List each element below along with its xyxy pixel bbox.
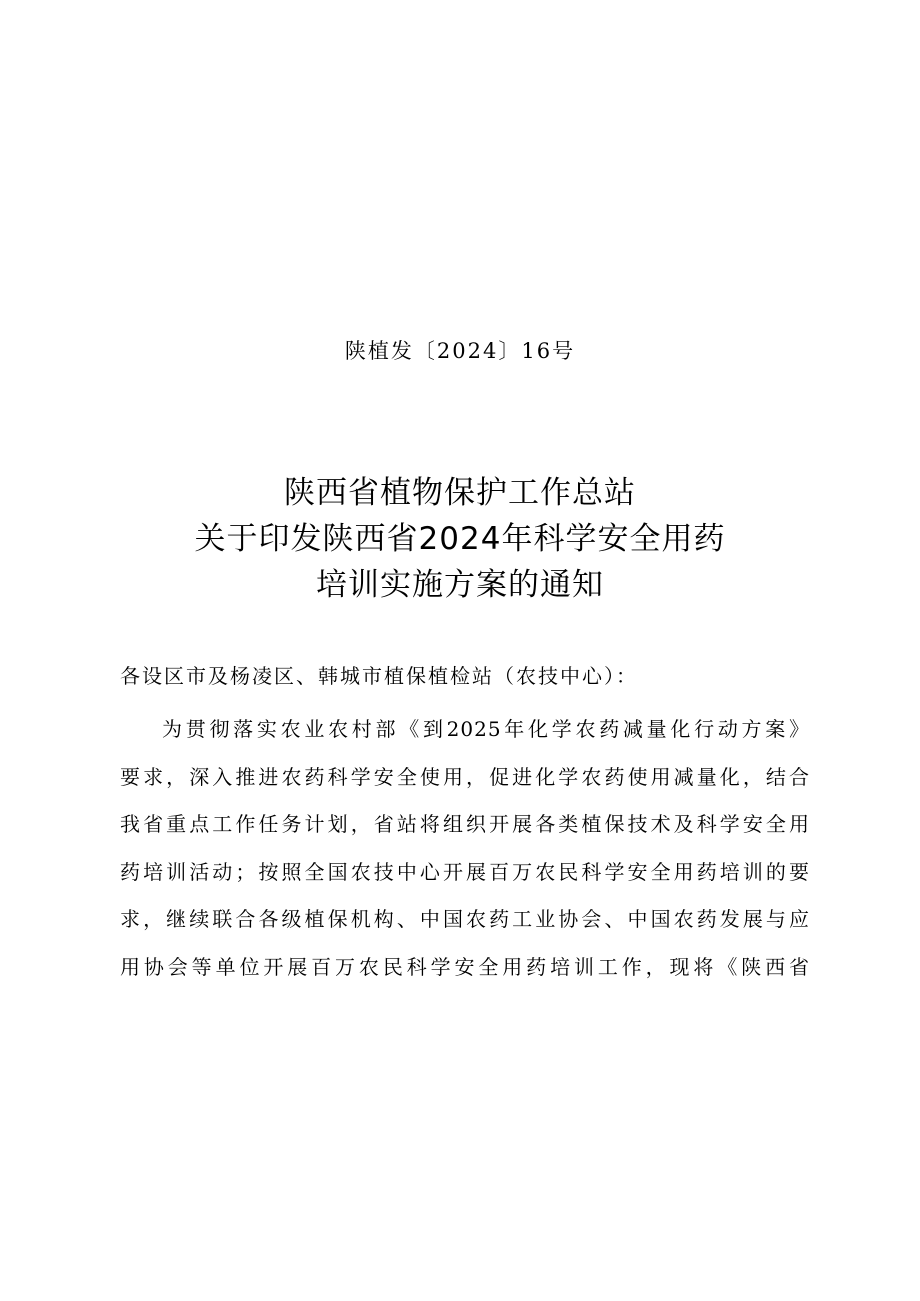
document-title — [0, 470, 920, 608]
title-line-3: 培训实施方案的通知 — [316, 567, 604, 603]
title-line-2: 关于印发陕西省2024年科学安全用药 — [194, 521, 726, 557]
body-line-4: 药培训活动；按照全国农技中心开展百万农民科学安全用药培训的要 — [120, 859, 810, 884]
body-line-1: 为贯彻落实农业农村部《到2025年化学农药减量化行动方案》 — [162, 717, 810, 741]
body-paragraph — [120, 706, 810, 991]
body-line-3: 我省重点工作任务计划，省站将组织开展各类植保技术及科学安全用 — [120, 812, 810, 836]
body-line-2: 要求，深入推进农药科学安全使用，促进化学农药使用减量化，结合 — [120, 764, 810, 789]
salutation: 各设区市及杨凌区、韩城市植保植检站（农技中心）： — [120, 664, 638, 688]
title-line-1: 陕西省植物保护工作总站 — [284, 475, 636, 511]
document-number: 陕植发〔2024〕16号 — [344, 339, 576, 363]
body-line-6: 用协会等单位开展百万农民科学安全用药培训工作，现将《陕西省 — [120, 954, 810, 979]
body-line-5: 求，继续联合各级植保机构、中国农药工业协会、中国农药发展与应 — [120, 907, 810, 931]
